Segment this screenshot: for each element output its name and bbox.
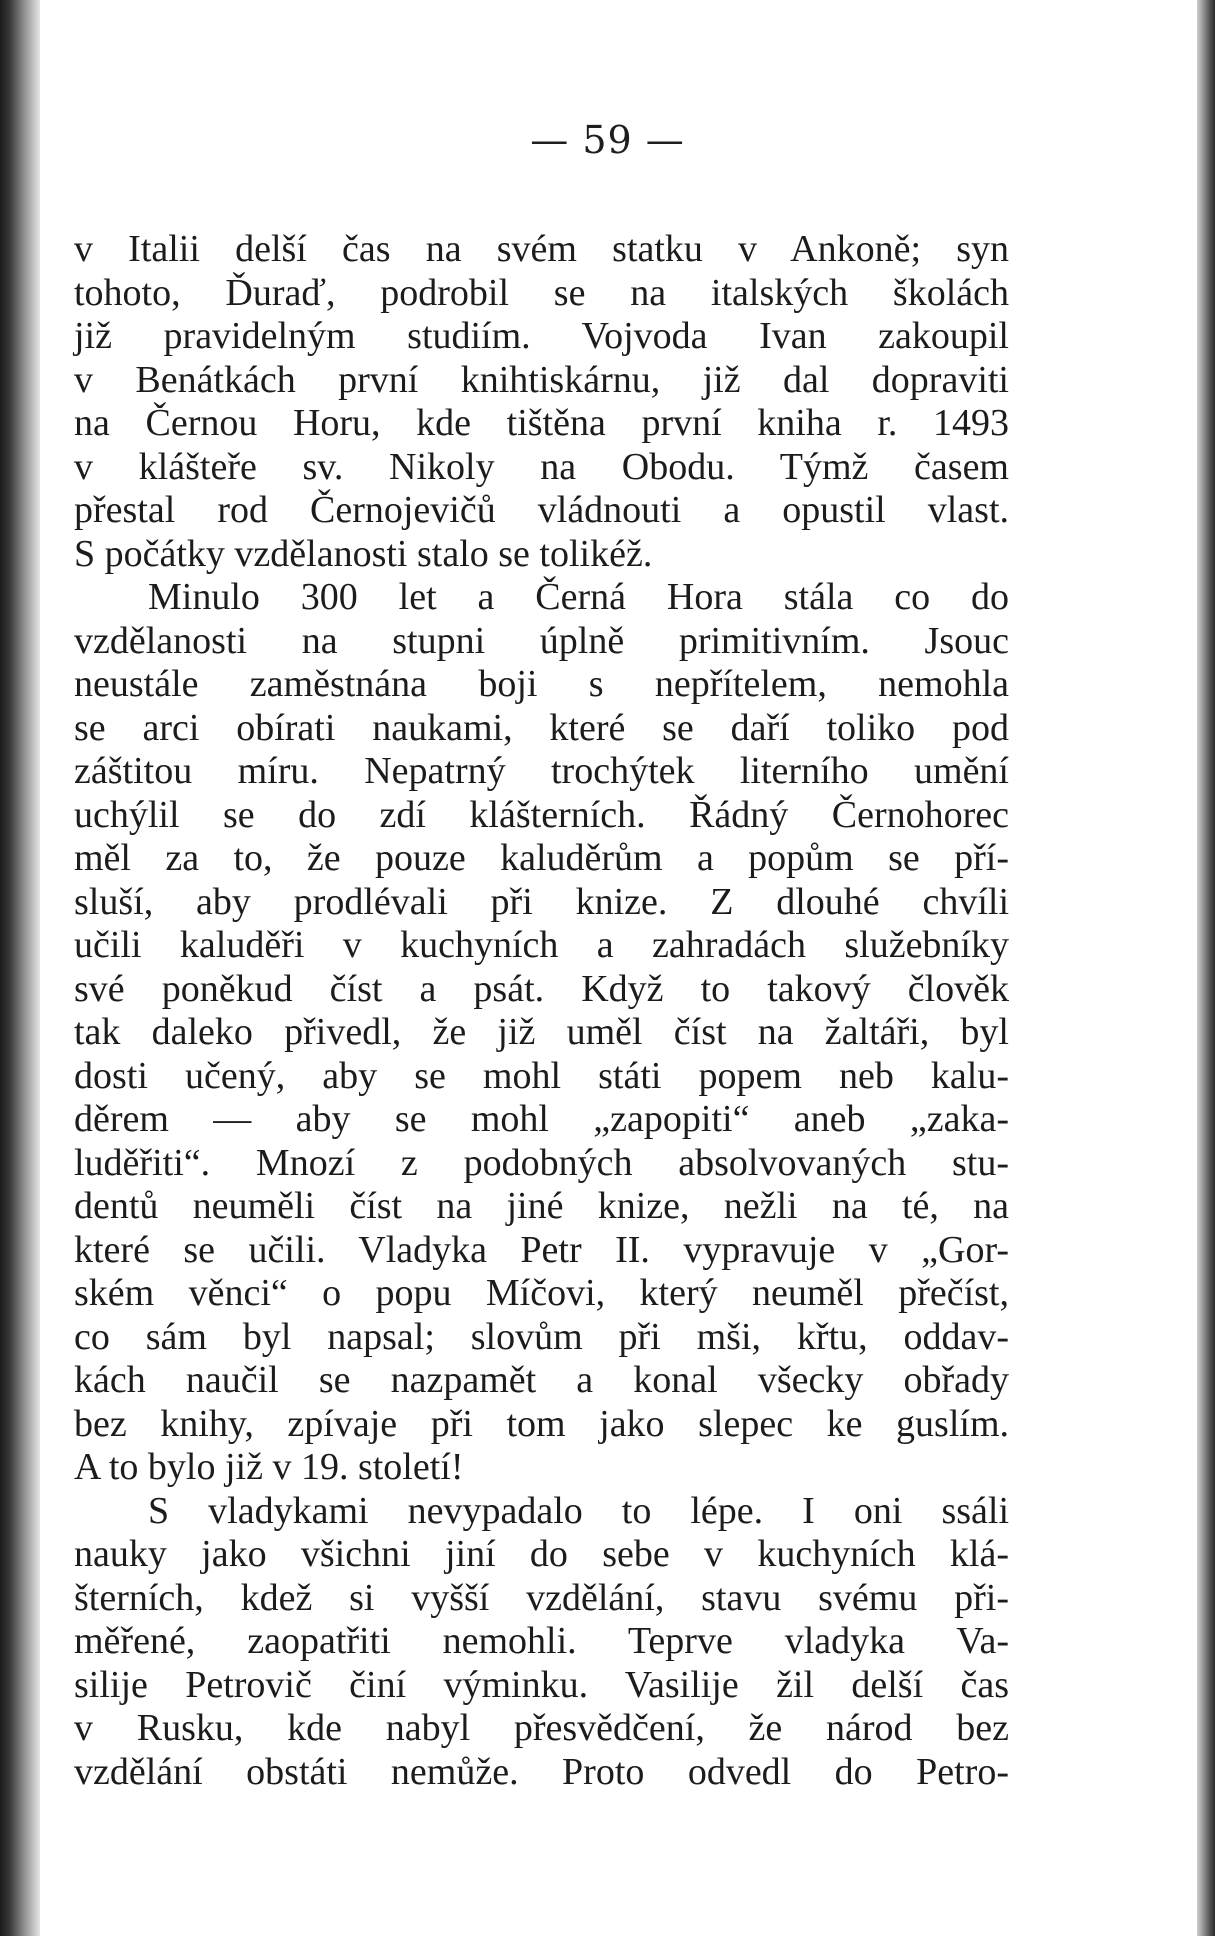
text-line: uchýlil se do zdí klášterních. Řádný Černohorec	[74, 793, 1009, 836]
text-line: silije Petrovič činí výminku. Vasilije žil delší čas	[74, 1663, 1009, 1706]
text-line: se arci obírati naukami, které se daří toliko pod	[74, 706, 1009, 749]
text-line: S vladykami nevypadalo to lépe. I oni ssáli	[148, 1489, 1009, 1532]
text-line: šterních, kdež si vyšší vzdělání, stavu svému při-	[74, 1576, 1009, 1619]
text-line: co sám byl napsal; slovům při mši, křtu, oddav-	[74, 1315, 1009, 1358]
text-line: A to bylo již v 19. století!	[74, 1446, 464, 1488]
text-line: Minulo 300 let a Černá Hora stála co do	[148, 576, 1009, 618]
page-number: — 59 —	[530, 118, 685, 162]
text-line: děrem — aby se mohl „zapopiti“ aneb „zaka-	[74, 1098, 1009, 1140]
text-line: bez knihy, zpívaje při tom jako slepec ke guslím.	[74, 1402, 1009, 1445]
text-line: své poněkud číst a psát. Když to takový člověk	[74, 967, 1009, 1010]
text-line: S počátky vzdělanosti stalo se tolikéž.	[74, 532, 653, 575]
text-line: v Rusku, kde nabyl přesvědčení, že národ bez	[74, 1707, 1009, 1749]
text-line: tak daleko přivedl, že již uměl číst na žaltáři, byl	[74, 1011, 1009, 1053]
text-line: měřené, zaopatřiti nemohli. Teprve vladyka Va-	[74, 1620, 1009, 1662]
page-edge	[1197, 0, 1215, 1936]
text-line: na Černou Horu, kde tištěna první kniha r. 1493	[74, 402, 1009, 444]
text-line: luděřiti“. Mnozí z podobných absolvovaných stu-	[74, 1141, 1009, 1184]
text-line: nauky jako všichni jiní do sebe v kuchyních klá-	[74, 1533, 1009, 1575]
text-line: již pravidelným studiím. Vojvoda Ivan zakoupil	[74, 315, 1009, 357]
text-line: kách naučil se nazpamět a konal všecky obřady	[74, 1359, 1009, 1401]
text-line: v Benátkách první knihtiskárnu, již dal dopraviti	[74, 358, 1009, 401]
text-line: dentů neuměli číst na jiné knize, nežli na té, na	[74, 1185, 1009, 1227]
text-line: vzdělání obstáti nemůže. Proto odvedl do Petro-	[74, 1750, 1009, 1793]
body-text	[74, 228, 1009, 1794]
text-line: v klášteře sv. Nikoly na Obodu. Týmž časem	[74, 445, 1009, 488]
text-line: tohoto, Ďuraď, podrobil se na italských školách	[74, 271, 1009, 314]
text-line: v Italii delší čas na svém statku v Ankoně; syn	[74, 228, 1009, 270]
text-line: vzdělanosti na stupni úplně primitivním. Jsouc	[74, 619, 1009, 662]
binding-shadow	[0, 0, 40, 1936]
text-line: které se učili. Vladyka Petr II. vypravuje v „Gor-	[74, 1228, 1009, 1271]
text-line: měl za to, že pouze kaluděrům a popům se pří-	[74, 837, 1009, 879]
text-line: sluší, aby prodlévali při knize. Z dlouhé chvíli	[74, 880, 1009, 923]
text-line: záštitou míru. Nepatrný trochýtek literního umění	[74, 750, 1009, 792]
text-line: neustále zaměstnána boji s nepřítelem, nemohla	[74, 663, 1009, 705]
text-line: ském věnci“ o popu Míčovi, který neuměl přečíst,	[74, 1272, 1009, 1314]
text-line: učili kaluděři v kuchyních a zahradách služebníky	[74, 924, 1009, 966]
text-line: přestal rod Černojevičů vládnouti a opustil vlast.	[74, 489, 1009, 531]
text-line: dosti učený, aby se mohl státi popem neb kalu-	[74, 1054, 1009, 1097]
